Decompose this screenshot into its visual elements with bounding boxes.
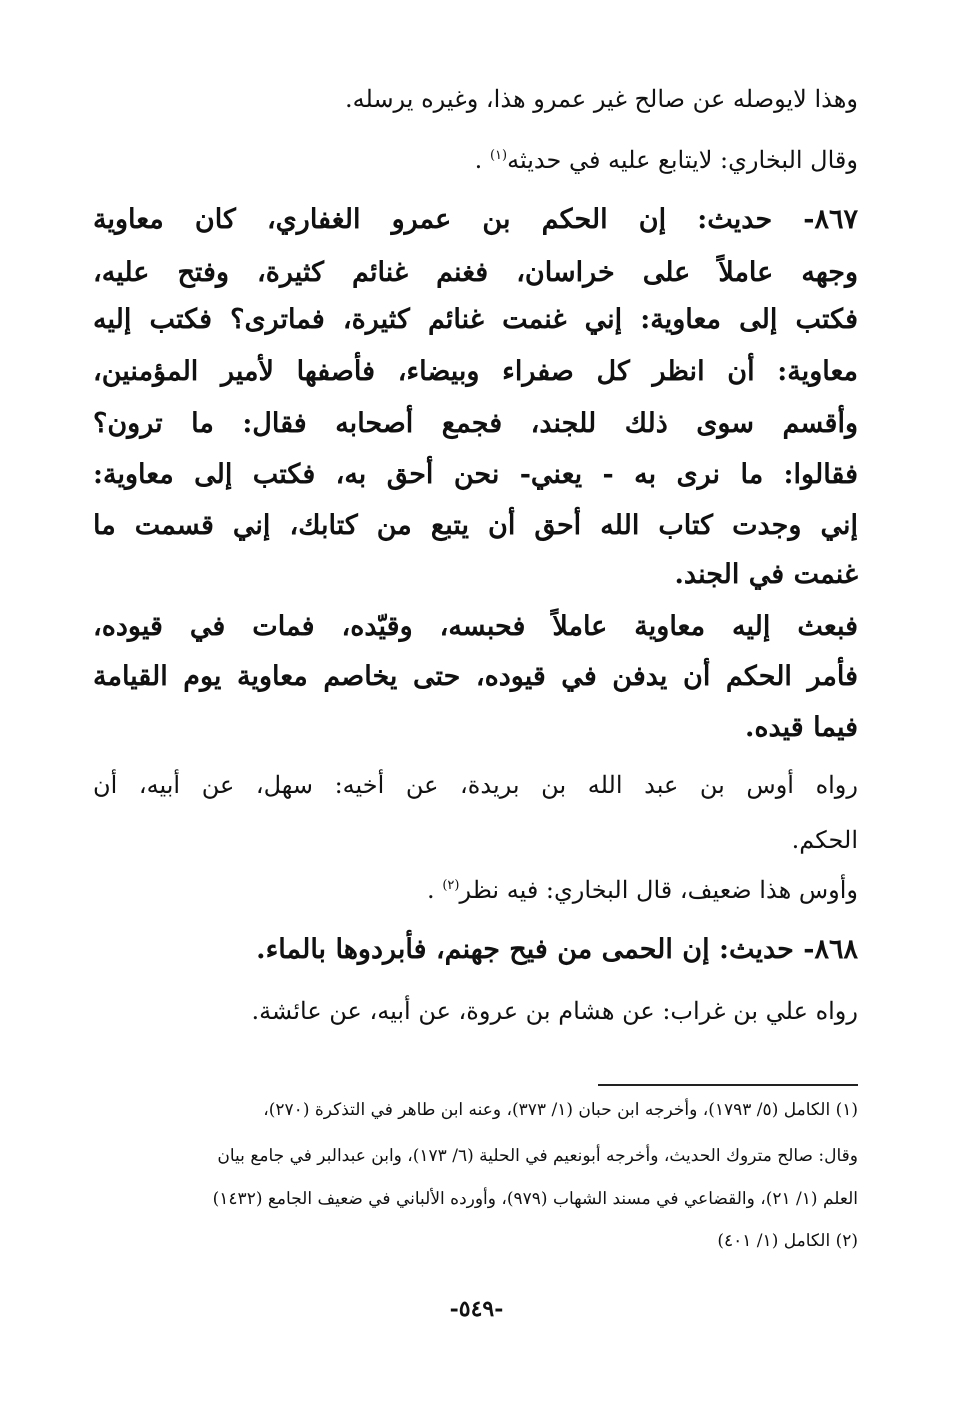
footnote-line xyxy=(93,1186,858,1212)
text-line xyxy=(93,82,858,116)
footnote-marker[interactable]: (١) xyxy=(489,148,508,163)
hadith-867-line xyxy=(93,352,858,392)
text-line-content: وأقسم سوى ذلك للجند، فجمع أصحابه فقال: ما ترون؟ xyxy=(93,408,858,439)
text-line-content: وقال البخاري: لايتابع عليه في حديثه xyxy=(507,146,858,174)
text-line-content: فبعث إليه معاوية عاملاً فحبسه، وقيّده، فمات في قيوده، xyxy=(93,611,858,642)
text-line-content: معاوية: أن انظر كل صفراء وبيضاء، فأصفها لأمير المؤمنين، xyxy=(93,356,858,387)
hadith-867-line xyxy=(93,404,858,444)
text-line-end: . xyxy=(427,876,435,904)
hadith-867-line xyxy=(93,657,858,697)
text-line-content: وهذا لايوصله عن صالح غير عمرو هذا، وغيره يرسله. xyxy=(345,85,858,113)
footnote-text: (٢) الكامل (١/ ٤٠١) xyxy=(717,1231,858,1251)
text-line-content: الحكم. xyxy=(791,826,858,854)
text-line-content: ٨٦٧- حديث: إن الحكم بن عمرو الغفاري، كان معاوية xyxy=(93,204,858,235)
hadith-867-line xyxy=(93,455,858,495)
text-line-content: فأمر الحكم أن يدفن في قيوده، حتى يخاصم معاوية يوم القيامة xyxy=(93,661,858,692)
hadith-867-line xyxy=(93,607,858,647)
hadith-867-line xyxy=(93,200,858,240)
text-line-content: وجهه عاملاً على خراسان، فغنم غنائم كثيرة، وفتح عليه، xyxy=(93,257,858,288)
hadith-867-line xyxy=(93,555,858,595)
text-line-content: فكتب إلى معاوية: إني غنمت غنائم كثيرة، فماترى؟ فكتب إليه xyxy=(93,304,858,335)
text-line-end: . xyxy=(474,146,483,174)
hadith-868-line xyxy=(93,930,858,970)
footnote-text: العلم (١/ ٢١)، والقضاعي في مسند الشهاب (٩٧٩)، وأورده الألباني في ضعيف الجامع (١٤٣٢) xyxy=(212,1189,858,1209)
text-line-content: رواه علي بن غراب: عن هشام بن عروة، عن أبيه، عن عائشة. xyxy=(251,997,858,1025)
text-line xyxy=(93,994,858,1028)
text-line xyxy=(93,143,858,177)
text-line-content: فيما قيده. xyxy=(744,712,858,743)
footnote-text: (١) الكامل (٥/ ١٧٩٣)، وأخرجه ابن حبان (١/ ٣٧٣)، وعنه ابن طاهر في التذكرة (٢٧٠)، xyxy=(263,1100,858,1120)
footnote-divider xyxy=(598,1084,858,1086)
footnote-line xyxy=(93,1143,858,1169)
footnote-line xyxy=(93,1097,858,1123)
hadith-867-line xyxy=(93,708,858,748)
text-line-content: فقالوا: ما نرى به - يعني- نحن أحق به، فكتب إلى معاوية: xyxy=(93,459,858,490)
footnote-text: وقال: صالح متروك الحديث، وأخرجه أبونعيم في الحلية (٦/ ١٧٣)، وابن عبدالبر في جامع بيان xyxy=(217,1146,858,1166)
text-line xyxy=(93,768,858,802)
footnote-marker[interactable]: (٢) xyxy=(442,878,460,893)
page-number: -٥٤٩- xyxy=(449,1296,504,1322)
text-line xyxy=(93,823,858,857)
hadith-867-line xyxy=(93,300,858,340)
footnote-line xyxy=(93,1228,858,1254)
text-line-content: رواه أوس بن عبد الله بن بريدة، عن أخيه: سهل، عن أبيه، أن xyxy=(93,771,858,799)
text-line-content: إني وجدت كتاب الله أحق أن يتبع من كتابك، إني قسمت ما xyxy=(93,510,858,541)
text-line-content: وأوس هذا ضعيف، قال البخاري: فيه نظر xyxy=(459,876,858,904)
text-line-content: ٨٦٨- حديث: إن الحمى من فيح جهنم، فأبردوها بالماء. xyxy=(256,934,858,965)
hadith-867-line xyxy=(93,253,858,293)
text-line-content: غنمت في الجند. xyxy=(674,559,858,590)
hadith-867-line xyxy=(93,506,858,546)
text-line xyxy=(93,873,858,907)
